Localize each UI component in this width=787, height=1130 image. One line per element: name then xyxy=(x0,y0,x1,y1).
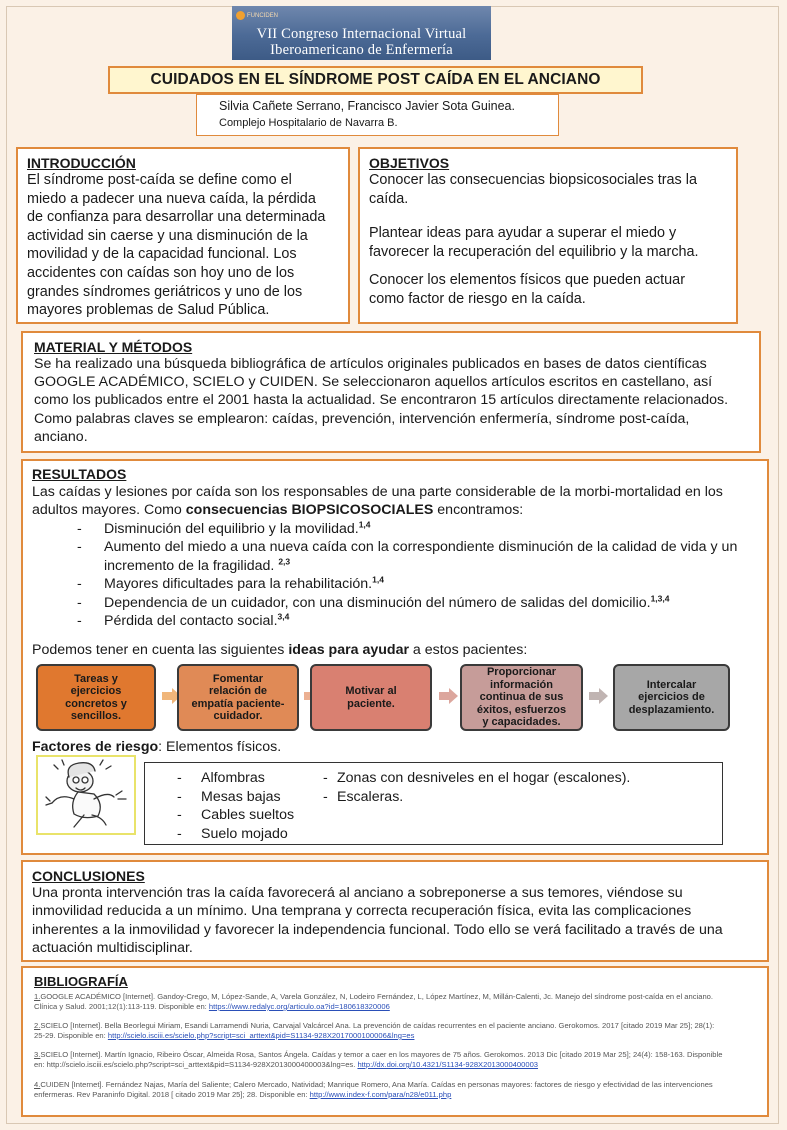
item-text: Mesas bajas xyxy=(201,788,281,805)
bold-run: Factores de riesgo xyxy=(32,739,159,755)
flow-step-line: éxitos, esfuerzos xyxy=(476,703,567,716)
text-run: adultos mayores. Como xyxy=(32,502,186,519)
dash-bullet: - xyxy=(77,594,82,611)
methods-line: Se ha realizado una búsqueda bibliográfica de artículos originales publicados en bases de datos científicas xyxy=(34,356,707,372)
institution: Complejo Hospitalario de Navarra B. xyxy=(219,117,398,129)
risk-list-2 xyxy=(323,769,630,806)
dash-bullet: - xyxy=(177,807,182,824)
objective-line: Conocer las consecuencias biopsicosociales tras la xyxy=(369,172,697,188)
flow-step-line: ejercicios de xyxy=(638,691,705,704)
conclusion-line: inherentes a la inmovilidad y favorecer la independencia funcional. Todo ello se verá facilitado a través de una xyxy=(32,921,723,938)
reference-text: enfermeras. Rev Paraninfo Digital. 2018 [ citado 2019 Mar 25]; 28. Disponible en: xyxy=(34,1090,310,1099)
list-item xyxy=(77,538,737,575)
results-section xyxy=(21,459,769,855)
flow-step-line: sencillos. xyxy=(70,710,122,722)
conclusion-line: actuación multidisciplinar. xyxy=(32,940,193,957)
conclusions-heading: CONCLUSIONES xyxy=(32,868,145,884)
reference-3 xyxy=(34,1050,762,1070)
item-text: Zonas con desniveles en el hogar (escalones). xyxy=(337,770,631,786)
logo-text: FUNCIDEN xyxy=(247,12,278,19)
flow-step-line: información xyxy=(490,678,553,691)
risk-list-1 xyxy=(177,769,294,844)
flow-step-line: continua de sus xyxy=(479,691,564,704)
reference-superscript: 1,4 xyxy=(372,574,384,585)
flow-step-3 xyxy=(310,664,432,731)
reference-text: GOOGLE ACADÉMICO [Internet]. Gandoy-Crego, M, López-Sande, A, Varela González, N, Lodeiro Fernández, L, López Martínez, M, Millán-Calenti, Jc. Manejo del síndrome post-caída en el anciano. xyxy=(40,992,713,1001)
poster-title xyxy=(108,66,643,94)
bold-run: ideas para ayudar xyxy=(288,642,409,658)
objective-line: Conocer los elementos físicos que pueden actuar xyxy=(369,272,685,289)
intro-line: actividad sin caerse y una disminución de la xyxy=(27,227,308,244)
flow-step-line: desplazamiento. xyxy=(628,703,715,716)
sun-logo-icon xyxy=(236,11,245,20)
author-names: Silvia Cañete Serrano, Francisco Javier Sota Guinea. xyxy=(219,99,515,113)
bold-run: consecuencias BIOPSICOSOCIALES xyxy=(185,502,434,519)
flow-step-line: Fomentar xyxy=(212,672,264,685)
objective-line: Plantear ideas para ayudar a superar el miedo y xyxy=(369,225,677,242)
list-item xyxy=(177,769,294,788)
objective-line: caída. xyxy=(369,190,409,207)
reference-text: CUIDEN [Internet]. Fernández Najas, María del Saliente; Calero Mercado, Natividad; Manrique Romero, Ana María. Caídas en personas mayores: factores de riesgo y efectividad de las intervenciones xyxy=(40,1080,713,1089)
flow-step-line: empatía paciente- xyxy=(191,697,285,710)
text-run: : Elementos físicos. xyxy=(158,739,282,755)
conclusions-section xyxy=(21,860,769,962)
reference-superscript: 1,4 xyxy=(358,519,371,530)
methods-section xyxy=(21,331,761,453)
flow-arrow-icon xyxy=(589,688,609,704)
banner-line-2: Iberoamericano de Enfermería xyxy=(270,42,453,58)
flow-step-line: Motivar al xyxy=(345,685,397,697)
conclusion-line: Una pronta intervención tras la caída favorecerá al anciano a sobreponerse a sus temores, viéndose su xyxy=(32,885,683,901)
reference-text: 25-29. Disponible en: xyxy=(34,1031,108,1040)
methods-line: GOOGLE ACADÉMICO, SCIELO y CUIDEN. Se seleccionaron aquellos artículos escritos en castellano, así xyxy=(34,374,713,391)
list-item xyxy=(177,788,294,807)
flow-step-line: Tareas y xyxy=(74,672,118,685)
reference-text: en: http://scielo.isciii.es/scielo.php?script=sci_arttext&pid=S1134-928X2013000400003&lng=es. xyxy=(34,1060,358,1069)
list-item xyxy=(323,769,630,788)
introduction-section xyxy=(16,147,350,324)
dash-bullet: - xyxy=(77,613,82,630)
ideas-intro xyxy=(32,641,527,660)
flow-step-label xyxy=(345,685,396,710)
reference-text: SCIELO [Internet]. Bella Beorlegui Miriam, Esandi Larramendi Nuria, Carvajal Valcárcel Ana. La prevención de caídas recurrentes en el paciente anciano. Gerokomos. 2017 [citado 2019 Mar 25]; 28(1): xyxy=(40,1021,715,1030)
flow-step-label xyxy=(629,679,715,717)
item-text: Suelo mojado xyxy=(201,826,288,843)
objective-line: favorecer la recuperación del equilibrio y la marcha. xyxy=(369,243,699,260)
reference-2 xyxy=(34,1021,762,1041)
introduction-heading: INTRODUCCIÓN xyxy=(27,155,136,171)
item-text: Escaleras. xyxy=(337,788,404,805)
bibliography-section xyxy=(21,966,769,1117)
flow-step-line: relación de xyxy=(208,685,268,697)
banner-line-1: VII Congreso Internacional Virtual xyxy=(256,26,467,42)
introduction-text xyxy=(27,171,325,320)
reference-number: 4. xyxy=(34,1080,41,1089)
ideas-process-flow xyxy=(36,664,756,734)
reference-link[interactable]: http://dx.doi.org/10.4321/S1134-928X2013000400003 xyxy=(357,1060,539,1069)
item-text: Mayores dificultades para la rehabilitación. xyxy=(104,576,373,593)
intro-line: grandes síndromes geriátricos y uno de los xyxy=(27,283,303,300)
title-text: CUIDADOS EN EL SÍNDROME POST CAÍDA EN EL ANCIANO xyxy=(150,71,601,88)
objective-line: como factor de riesgo en la caída. xyxy=(369,290,586,307)
authors-box xyxy=(196,94,559,136)
reference-link[interactable]: https://www.redalyc.org/articulo.oa?id=180618320006 xyxy=(208,1002,390,1011)
flow-step-line: paciente. xyxy=(347,697,395,710)
flow-arrow-icon xyxy=(439,688,459,704)
flow-step-4 xyxy=(460,664,583,731)
flow-step-2 xyxy=(177,664,299,731)
falling-person-icon xyxy=(38,757,134,833)
conclusions-text xyxy=(32,884,723,958)
methods-line: anciano. xyxy=(34,428,88,445)
flow-step-line: y capacidades. xyxy=(482,716,561,729)
flow-step-label xyxy=(477,666,566,729)
reference-1 xyxy=(34,992,762,1012)
list-item xyxy=(77,612,737,630)
list-item xyxy=(77,594,737,612)
congress-banner xyxy=(232,6,491,60)
intro-line: accidentes con caídas son hoy uno de los xyxy=(27,264,295,281)
objectives-text xyxy=(369,171,699,309)
reference-4 xyxy=(34,1080,762,1100)
funciden-logo xyxy=(236,11,278,20)
objectives-heading: OBJETIVOS xyxy=(369,155,450,171)
reference-number: 1. xyxy=(34,992,41,1001)
dash-bullet: - xyxy=(323,770,328,786)
dash-bullet: - xyxy=(177,770,182,786)
intro-line: de confianza para desarrollar una determinada xyxy=(27,209,326,226)
flow-step-line: ejercicios xyxy=(70,685,122,697)
falling-elderly-illustration xyxy=(36,755,136,835)
flow-step-line: Intercalar xyxy=(646,678,697,691)
list-item xyxy=(177,806,294,825)
results-heading: RESULTADOS xyxy=(32,466,127,482)
item-text: Pérdida del contacto social. xyxy=(104,613,278,630)
reference-link[interactable]: http://scielo.isciii.es/scielo.php?script=sci_arttext&pid=S1134-928X2017000100006&lng=es xyxy=(107,1031,415,1040)
intro-line: movilidad y de la capacidad funcional. Los xyxy=(27,246,297,263)
flow-step-1 xyxy=(36,664,156,731)
intro-line: El síndrome post-caída se define como el xyxy=(27,172,292,188)
risk-factors-intro xyxy=(32,738,281,757)
item-text: Disminución del equilibrio y la movilidad. xyxy=(104,521,359,537)
text-run: a estos pacientes: xyxy=(408,642,528,658)
flow-step-line: cuidador. xyxy=(213,710,263,722)
objectives-section xyxy=(358,147,738,324)
item-text: Cables sueltos xyxy=(201,807,295,824)
dash-bullet: - xyxy=(77,539,82,556)
list-item xyxy=(77,575,737,593)
item-text: Aumento del miedo a una nueva caída con la correspondiente disminución de la calidad de vida y un xyxy=(104,539,738,556)
reference-text: SCIELO [Internet]. Martín Ignacio, Ribeiro Óscar, Almeida Rosa, Santos Ángela. Caídas y temor a caer en los mayores de 75 años. Gerokomos. 2013 Dic [citado 2019 Mar 25]; 24(4): 158-163. Disponible xyxy=(40,1050,723,1059)
reference-superscript: 1,3,4 xyxy=(650,592,670,603)
consequences-list xyxy=(77,520,737,630)
reference-text: Clínica y Salud. 2001;12(1):113-119. Disponible en: xyxy=(34,1002,209,1011)
item-text: Dependencia de un cuidador, con una disminución del número de salidas del domicilio. xyxy=(104,594,651,611)
methods-line: como los publicados entre el 2001 hasta la actualidad. Se encontraron 15 artículos directamente relacionados. xyxy=(34,392,729,409)
conclusion-line: inmovilidad reducida a un mínimo. Una temprana y correcta recuperación física, evita las complicaciones xyxy=(32,903,692,920)
results-intro-line xyxy=(32,501,723,519)
reference-number: 2. xyxy=(34,1021,41,1030)
reference-superscript: 2,3 xyxy=(278,556,291,567)
flow-step-label xyxy=(65,673,127,723)
bibliography-heading: BIBLIOGRAFÍA xyxy=(34,974,128,989)
text-run: Podemos tener en cuenta las siguientes xyxy=(32,642,289,658)
intro-line: miedo a padecer una nueva caída, la pérdida xyxy=(27,190,316,207)
list-item xyxy=(177,825,294,844)
dash-bullet: - xyxy=(77,576,82,593)
item-text: incremento de la fragilidad. xyxy=(104,557,275,574)
dash-bullet: - xyxy=(177,788,182,805)
text-run: encontramos: xyxy=(433,502,524,519)
flow-step-line: concretos y xyxy=(65,697,127,710)
methods-heading: MATERIAL Y MÉTODOS xyxy=(34,339,193,355)
flow-step-label xyxy=(192,673,285,723)
dash-bullet: - xyxy=(323,788,328,805)
results-intro xyxy=(32,483,723,520)
methods-line: Como palabras claves se emplearon: caídas, prevención, intervención enfermería, síndrome post-caída, xyxy=(34,410,690,427)
flow-step-5 xyxy=(613,664,730,731)
reference-link[interactable]: http://www.index-f.com/para/n28/e011.php xyxy=(309,1090,452,1099)
results-intro-line: Las caídas y lesiones por caída son los responsables de una parte considerable de la morbi-mortalidad en los xyxy=(32,484,723,500)
risk-factors-box xyxy=(144,762,723,845)
flow-step-line: Proporcionar xyxy=(486,666,557,679)
dash-bullet: - xyxy=(177,826,182,843)
dash-bullet: - xyxy=(77,521,82,537)
list-item xyxy=(77,520,737,538)
intro-line: mayores problemas de Salud Pública. xyxy=(27,302,270,319)
reference-superscript: 3,4 xyxy=(277,611,290,622)
list-item xyxy=(323,788,630,807)
reference-number: 3. xyxy=(34,1050,41,1059)
item-text: Alfombras xyxy=(201,770,265,786)
methods-text xyxy=(34,355,728,446)
